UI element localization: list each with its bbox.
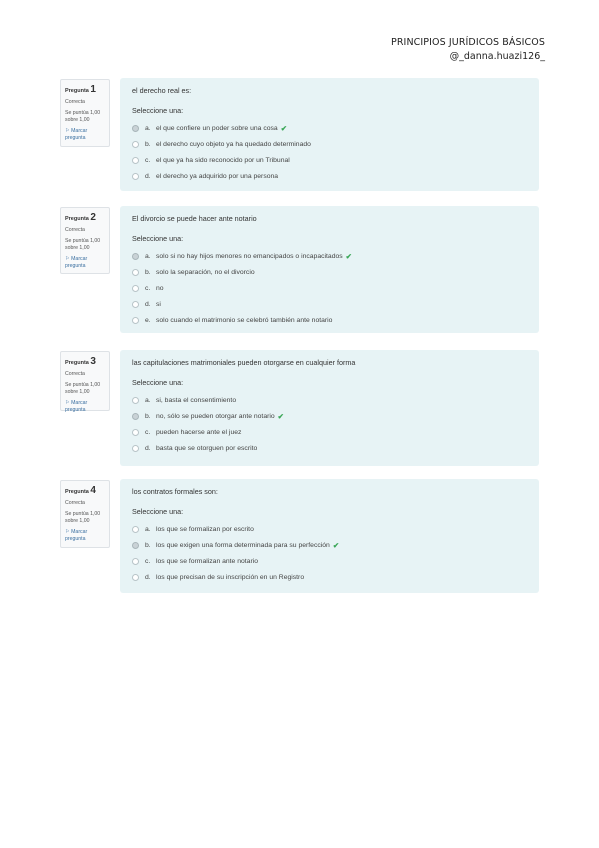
question-mark: Se puntúa 1,00 sobre 1,00 (65, 510, 101, 524)
option-letter: c. (145, 156, 151, 164)
question-number: Pregunta 3 (65, 356, 96, 367)
question-state: Correcta (65, 226, 85, 233)
answer-prompt: Seleccione una: (132, 378, 184, 387)
document-header (391, 37, 545, 62)
answer-option[interactable] (132, 424, 527, 440)
question-text: el derecho real es: (132, 86, 192, 95)
option-letter: c. (145, 557, 151, 565)
flag-icon: ⚐ (65, 255, 70, 262)
answer-option[interactable] (132, 537, 527, 553)
option-letter: a. (145, 124, 151, 132)
option-text: los que se formalizan ante notario (156, 557, 259, 565)
answer-option[interactable] (132, 152, 527, 168)
option-letter: d. (145, 574, 151, 582)
answer-option[interactable] (132, 169, 527, 185)
radio-button[interactable] (132, 413, 139, 420)
answer-option[interactable] (132, 313, 527, 329)
option-text: basta que se otorguen por escrito (156, 445, 258, 453)
answer-option[interactable] (132, 570, 527, 586)
flag-question-link[interactable]: ⚐ Marcar pregunta (65, 528, 88, 542)
flag-icon: ⚐ (65, 127, 70, 134)
question-number: Pregunta 2 (65, 212, 96, 223)
question-state: Correcta (65, 370, 85, 377)
question-mark: Se puntúa 1,00 sobre 1,00 (65, 237, 101, 251)
flag-icon: ⚐ (65, 399, 70, 406)
option-text: los que se formalizan por escrito (156, 525, 254, 533)
radio-button[interactable] (132, 285, 139, 292)
question-content-4 (120, 479, 539, 593)
check-icon: ✔ (332, 540, 340, 550)
option-text: el derecho cuyo objeto ya ha quedado determinado (156, 140, 311, 148)
question-info-2 (60, 207, 110, 274)
flag-question-link[interactable]: ⚐ Marcar pregunta (65, 255, 88, 269)
radio-button[interactable] (132, 301, 139, 308)
question-number: Pregunta 4 (65, 485, 96, 496)
option-text: el derecho ya adquirido por una persona (156, 173, 279, 181)
answer-option[interactable] (132, 120, 527, 136)
radio-button[interactable] (132, 173, 139, 180)
check-icon: ✔ (280, 123, 287, 133)
radio-button[interactable] (132, 558, 139, 565)
option-letter: e. (145, 317, 151, 325)
option-text: pueden hacerse ante el juez (156, 428, 242, 436)
answer-option[interactable] (132, 408, 527, 424)
option-text: los que precisan de su inscripción en un Registro (156, 574, 305, 582)
option-text: el que ya ha sido reconocido por un Tribunal (156, 156, 290, 164)
answer-option[interactable] (132, 297, 527, 313)
check-icon: ✔ (277, 411, 284, 421)
question-text: los contratos formales son: (132, 487, 218, 496)
radio-button[interactable] (132, 445, 139, 452)
option-letter: b. (145, 412, 151, 420)
option-text: solo la separación, no el divorcio (156, 268, 255, 276)
option-text: solo si no hay hijos menores no emancipados o incapacitados (156, 252, 343, 260)
option-letter: c. (145, 428, 151, 436)
answer-option[interactable] (132, 441, 527, 457)
question-content-3 (120, 350, 539, 466)
question-text: El divorcio se puede hacer ante notario (132, 214, 257, 223)
option-text: si (156, 301, 161, 309)
answer-option[interactable] (132, 392, 527, 408)
answer-option[interactable] (132, 553, 527, 569)
flag-icon: ⚐ (65, 528, 70, 535)
question-mark: Se puntúa 1,00 sobre 1,00 (65, 381, 101, 395)
option-text: el que confiere un poder sobre una cosa (156, 124, 278, 132)
option-letter: c. (145, 284, 151, 292)
radio-button[interactable] (132, 317, 139, 324)
answer-option[interactable] (132, 136, 527, 152)
option-letter: a. (145, 252, 151, 260)
question-state: Correcta (65, 499, 85, 506)
question-info-4 (60, 480, 110, 548)
radio-button[interactable] (132, 526, 139, 533)
question-text: las capitulaciones matrimoniales pueden otorgarse en cualquier forma (132, 358, 356, 367)
question-mark: Se puntúa 1,00 sobre 1,00 (65, 109, 101, 123)
option-letter: d. (145, 445, 151, 453)
option-letter: d. (145, 173, 151, 181)
flag-question-link[interactable]: ⚐ Marcar pregunta (65, 399, 88, 413)
answer-option[interactable] (132, 521, 527, 537)
radio-button[interactable] (132, 157, 139, 164)
answer-option[interactable] (132, 264, 527, 280)
option-text: solo cuando el matrimonio se celebró también ante notario (156, 317, 333, 325)
question-number: Pregunta 1 (65, 84, 96, 95)
option-letter: a. (145, 525, 151, 533)
radio-button[interactable] (132, 429, 139, 436)
question-state: Correcta (65, 98, 85, 105)
option-letter: a. (145, 396, 151, 404)
answer-prompt: Seleccione una: (132, 106, 184, 115)
radio-button[interactable] (132, 542, 139, 549)
flag-question-link[interactable]: ⚐ Marcar pregunta (65, 127, 88, 141)
question-content-2 (120, 206, 539, 333)
option-text: si, basta el consentimiento (156, 396, 237, 404)
radio-button[interactable] (132, 397, 139, 404)
option-letter: b. (145, 268, 151, 276)
course-title: PRINCIPIOS JURÍDICOS BÁSICOS (391, 37, 545, 48)
radio-button[interactable] (132, 574, 139, 581)
answer-option[interactable] (132, 248, 527, 264)
option-text: no, sólo se pueden otorgar ante notario (156, 412, 275, 420)
radio-button[interactable] (132, 269, 139, 276)
question-content-1 (120, 78, 539, 191)
option-letter: b. (145, 541, 151, 549)
question-info-3 (60, 351, 110, 411)
check-icon: ✔ (345, 251, 352, 261)
answer-option[interactable] (132, 280, 527, 296)
radio-button[interactable] (132, 141, 139, 148)
radio-button[interactable] (132, 253, 139, 260)
answer-prompt: Seleccione una: (132, 234, 184, 243)
radio-button[interactable] (132, 125, 139, 132)
question-info-1 (60, 79, 110, 147)
option-text: no (156, 284, 164, 292)
option-text: los que exigen una forma determinada para su perfección (156, 541, 330, 549)
username: @_danna.huazi126_ (449, 51, 545, 62)
option-letter: b. (145, 140, 151, 148)
option-letter: d. (145, 301, 151, 309)
answer-prompt: Seleccione una: (132, 507, 184, 516)
